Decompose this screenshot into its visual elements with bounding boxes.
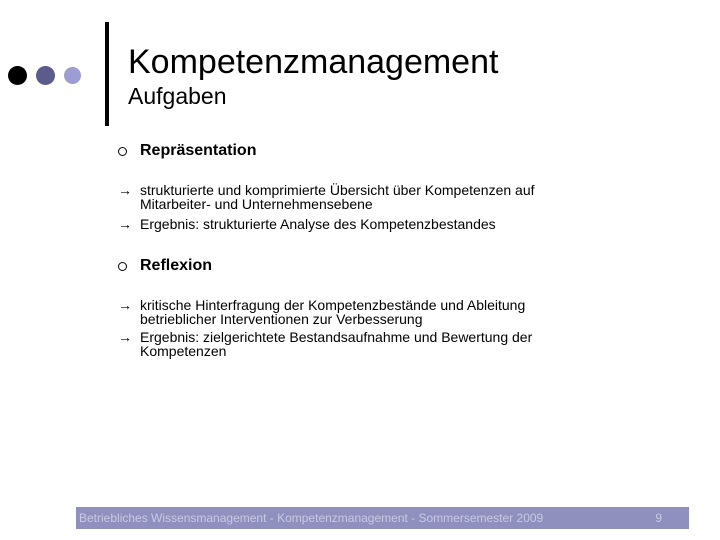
section-heading bbox=[118, 141, 678, 161]
list-item-line: Mitarbeiter- und Unternehmensebene bbox=[140, 196, 373, 212]
arrow-right-icon: → bbox=[118, 297, 132, 313]
decorative-dots bbox=[8, 62, 90, 88]
list-item bbox=[118, 183, 610, 211]
slide-subtitle: Aufgaben bbox=[128, 83, 227, 109]
arrow-right-icon: → bbox=[118, 182, 132, 198]
list-item-line: Ergebnis: zielgerichtete Bestandsaufnahme und Bewertung der bbox=[140, 329, 533, 345]
list-item-line: kritische Hinterfragung der Kompetenzbestände und Ableitung bbox=[140, 297, 526, 313]
list-item-line: Kompetenzen bbox=[140, 343, 227, 359]
slide-title: Kompetenzmanagement bbox=[128, 43, 499, 81]
dot-light bbox=[64, 67, 81, 84]
list-item bbox=[118, 217, 610, 231]
section-heading-text: Repräsentation bbox=[140, 142, 257, 159]
bullet-circle-icon bbox=[118, 147, 127, 156]
section-representation bbox=[118, 141, 678, 231]
page-number: 9 bbox=[655, 511, 662, 525]
list-item-line: betrieblicher Interventionen zur Verbesserung bbox=[140, 311, 423, 327]
list-item-line: Ergebnis: strukturierte Analyse des Kompetenzbestandes bbox=[140, 216, 496, 232]
dot-dark bbox=[8, 66, 27, 85]
list-item-line: strukturierte und komprimierte Übersicht über Kompetenzen auf bbox=[140, 182, 535, 198]
header-divider bbox=[105, 22, 109, 126]
arrow-right-icon: → bbox=[118, 329, 132, 345]
dot-medium bbox=[36, 66, 55, 85]
arrow-right-icon: → bbox=[118, 216, 132, 232]
list-item bbox=[118, 298, 610, 326]
footer-text: Betriebliches Wissensmanagement - Kompetenzmanagement - Sommersemester 2009 bbox=[79, 511, 544, 525]
bullet-circle-icon bbox=[118, 262, 127, 271]
section-reflection bbox=[118, 256, 678, 358]
section-heading bbox=[118, 256, 678, 276]
footer-bar bbox=[76, 507, 689, 529]
section-heading-text: Reflexion bbox=[140, 257, 213, 274]
list-item bbox=[118, 330, 610, 358]
